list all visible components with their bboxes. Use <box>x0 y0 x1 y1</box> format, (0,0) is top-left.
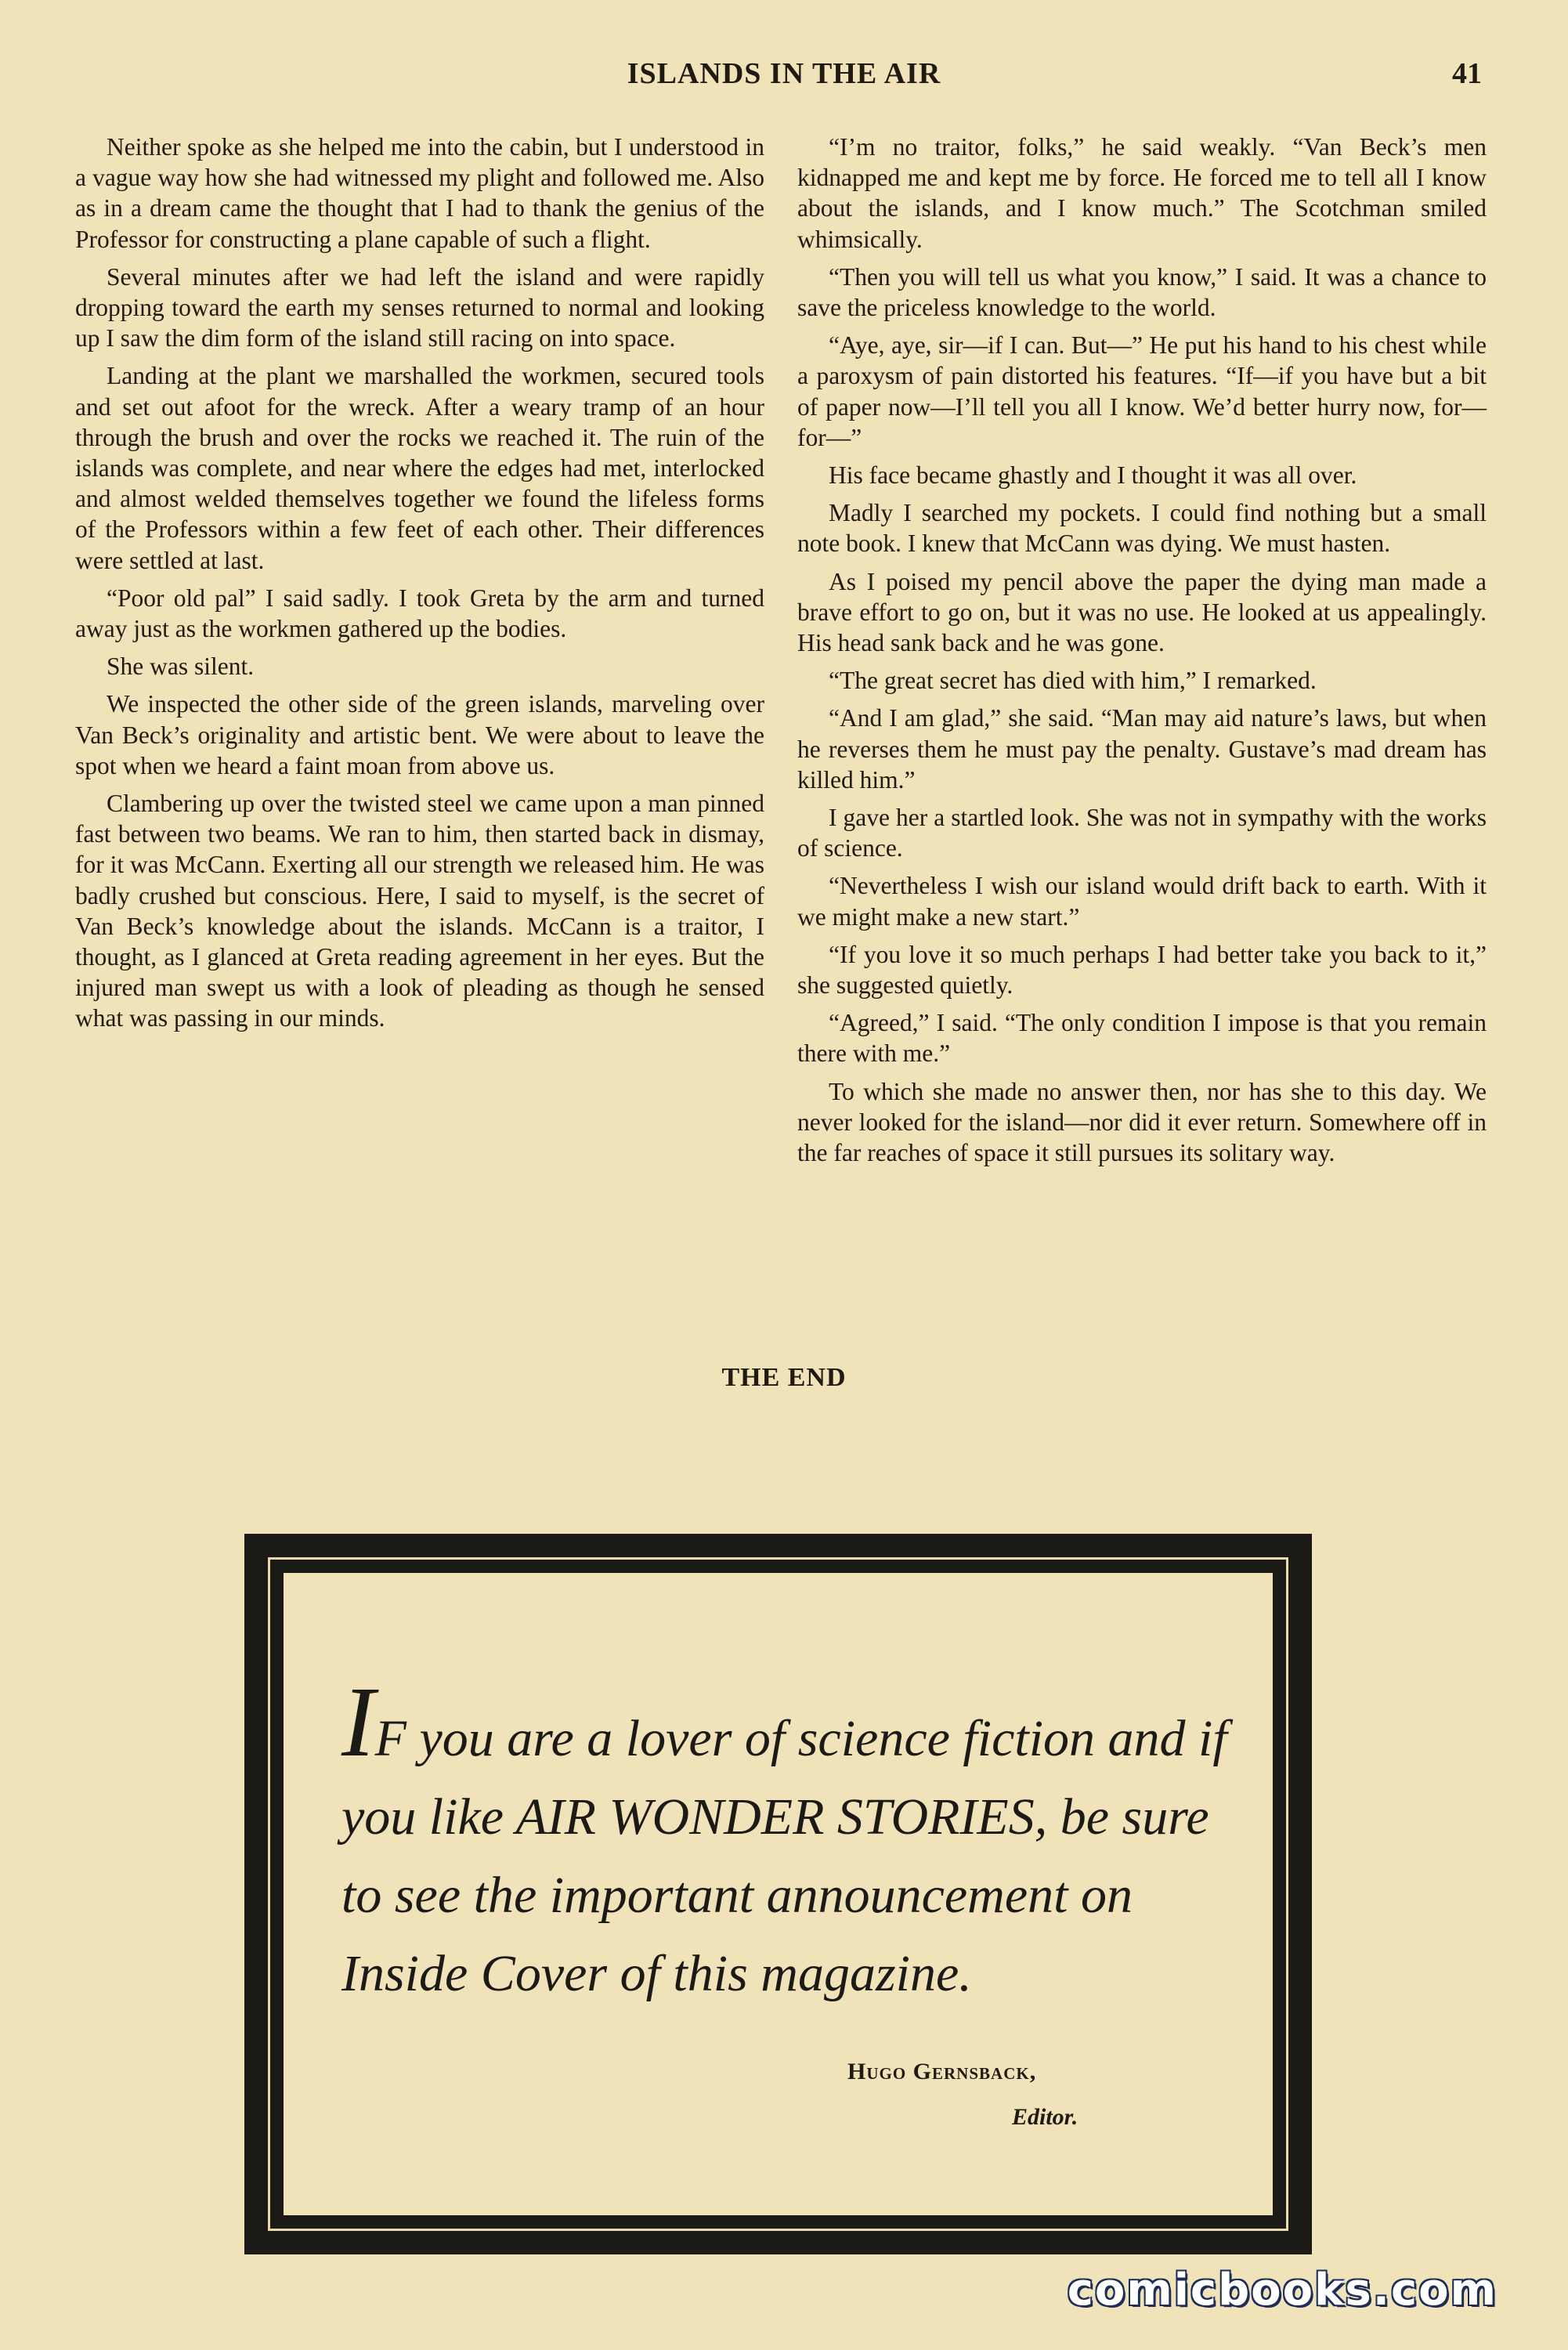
page-number: 41 <box>1452 57 1482 90</box>
paragraph: Madly I searched my pockets. I could find nothing but a small note book. I knew that McCann was dying. We must hasten. <box>797 499 1487 558</box>
decorative-border <box>268 1557 1288 2231</box>
paragraph: Neither spoke as she helped me into the cabin, but I understood in a vague way how she had witnessed my plight and followed me. Also as in a dream came the thought that I had to thank the genius of the Professor for constructing a plane capable of such a flight. <box>75 133 764 253</box>
announcement-body: F you are a lover of science fiction and if you like AIR WONDER STORIES, be sure to see the important announcement on Inside Cover of this magazine. <box>341 1710 1227 2002</box>
paragraph: “If you love it so much perhaps I had better take you back to it,” she suggested quietly. <box>797 940 1487 1000</box>
paragraph: To which she made no answer then, nor has she to this day. We never looked for the island—nor did it ever return. Somewhere off in the far reaches of space it still pursues its solitary way. <box>797 1077 1487 1167</box>
announcement-panel <box>281 1571 1275 2218</box>
paragraph: “Agreed,” I said. “The only condition I impose is that you remain there with me.” <box>797 1009 1487 1068</box>
watermark: comicbooks.com <box>1067 2265 1498 2316</box>
paragraph: “And I am glad,” she said. “Man may aid nature’s laws, but when he reverses them he must pay the penalty. Gustave’s mad dream has killed him.” <box>797 704 1487 794</box>
paragraph: “Nevertheless I wish our island would drift back to earth. With it we might make a new start.” <box>797 872 1487 931</box>
paragraph: She was silent. <box>107 653 255 681</box>
running-title: ISLANDS IN THE AIR <box>627 57 941 90</box>
paragraph: “Aye, aye, sir—if I can. But—” He put his hand to his chest while a paroxysm of pain distorted his features. “If—if you have but a bit of paper now—I’ll tell you all I know. We’d better hurry now, for—for—” <box>797 331 1487 451</box>
paragraph: I gave her a startled look. She was not in sympathy with the works of science. <box>797 804 1487 862</box>
paragraph: Landing at the plant we marshalled the workmen, secured tools and set out afoot for the wreck. After a weary tramp of an hour through the brush and over the rocks we reached it. The ruin of the islands was complete, and near where the edges had met, interlocked and almost welded themselves together we found the lifeless forms of the Professors within a few feet of each other. Their differences were settled at last. <box>75 362 764 574</box>
paragraph: “Poor old pal” I said sadly. I took Greta by the arm and turned away just as the workmen gathered up the bodies. <box>75 584 764 643</box>
paragraph: Several minutes after we had left the island and were rapidly dropping toward the earth my senses returned to normal and looking up I saw the dim form of the island still racing on into space. <box>75 262 764 352</box>
announcement-box <box>244 1534 1312 2254</box>
paragraph: “I’m no traitor, folks,” he said weakly. “Van Beck’s men kidnapped me and kept me by force. He forced me to tell all I know about the islands, and I know much.” The Scotchman smiled whimsically. <box>797 133 1487 253</box>
right-column <box>797 132 1487 1175</box>
paragraph: “Then you will tell us what you know,” I said. It was a chance to save the priceless knowledge to the world. <box>797 262 1487 322</box>
paragraph: As I poised my pencil above the paper the dying man made a brave effort to go on, but it was no use. He looked at us appealingly. His head sank back and he was gone. <box>797 567 1487 657</box>
paragraph: “The great secret has died with him,” I remarked. <box>829 667 1317 695</box>
left-column <box>75 132 764 1041</box>
the-end-label: THE END <box>721 1363 847 1392</box>
editor-role: Editor. <box>1012 2104 1078 2130</box>
paragraph: His face became ghastly and I thought it was all over. <box>829 461 1357 490</box>
editor-signature: Hugo Gernsback, <box>847 2059 1037 2084</box>
drop-cap: I <box>341 1666 375 1777</box>
paragraph: We inspected the other side of the green islands, marveling over Van Beck’s originality and artistic bent. We were about to leave the spot when we heard a faint moan from above us. <box>75 690 764 779</box>
paragraph: Clambering up over the twisted steel we came upon a man pinned fast between two beams. We ran to him, then started back in dismay, for it was McCann. Exerting all our strength we released him. He was badly crushed but conscious. Here, I said to myself, is the secret of Van Beck’s knowledge about the islands. McCann is a traitor, I thought, as I glanced at Greta reading agreement in her eyes. But the injured man swept us with a look of pleading as though he sensed what was passing in our minds. <box>75 790 765 1032</box>
announcement-text <box>341 1666 1234 2013</box>
